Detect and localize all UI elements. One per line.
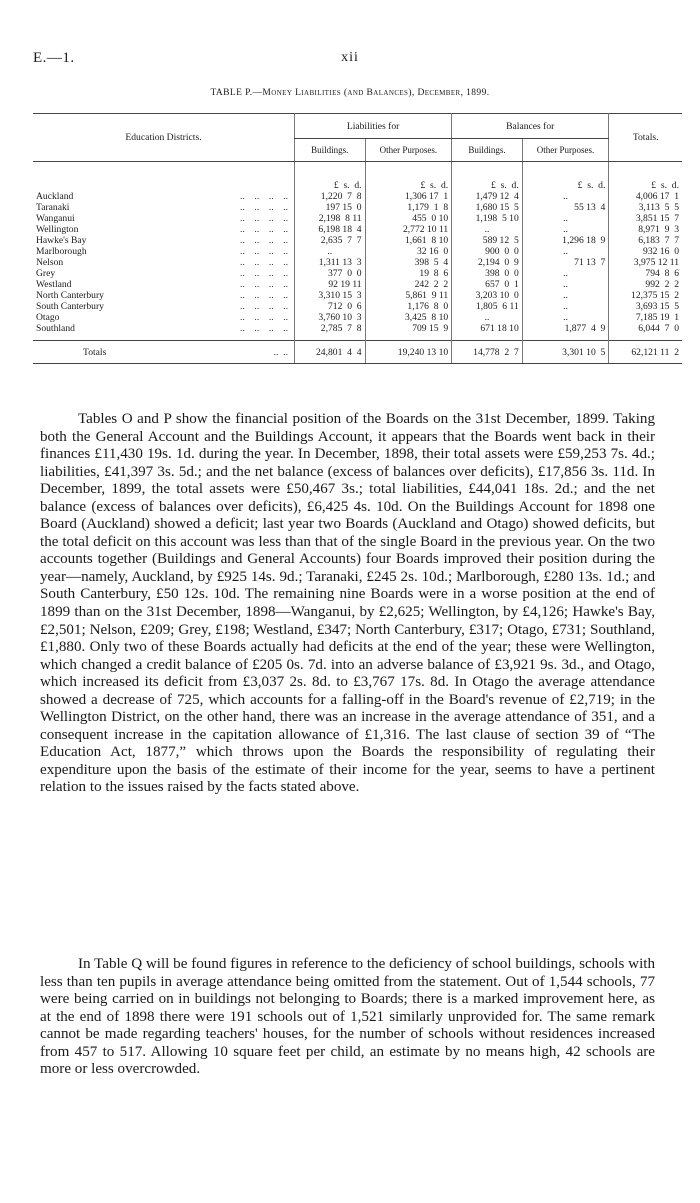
totals-liab-buildings: 24,801 4 4 [295,341,366,364]
cell-liab-buildings: 3,310 15 3 [295,290,366,301]
col-header-bal-buildings: Buildings. [452,139,523,162]
col-header-bal-other: Other Purposes. [522,139,609,162]
district-name: Westland [36,279,72,290]
cell-bal-other: .. [522,279,609,290]
district-name: Wanganui [36,213,75,224]
cell-bal-buildings: 1,680 15 5 [452,202,523,213]
leader-dots: .. .. .. .. [240,323,288,334]
table-row [33,323,682,341]
cell-bal-buildings: 657 0 1 [452,279,523,290]
district-name: Otago [36,312,60,323]
cell-total: 6,183 7 7 [609,235,682,246]
totals-bal-buildings: 14,778 2 7 [452,341,523,364]
leader-dots: .. .. .. .. [240,279,288,290]
totals-row [33,341,682,364]
units-label: £ s. d. [295,162,366,192]
cell-liab-buildings: 1,311 13 3 [295,257,366,268]
leader-dots: .. .. .. .. [240,246,288,257]
cell-bal-buildings: 1,805 6 11 [452,301,523,312]
leader-dots: .. .. .. .. [240,312,288,323]
cell-liab-buildings: 1,220 7 8 [295,191,366,202]
leader-dots: .. .. .. .. [240,235,288,246]
table-row [33,257,682,268]
cell-liab-other: 1,176 8 0 [365,301,452,312]
table-title [0,88,700,98]
col-header-liab-other: Other Purposes. [365,139,452,162]
cell-liab-buildings: 2,635 7 7 [295,235,366,246]
cell-total: 3,113 5 5 [609,202,682,213]
cell-total: 932 16 0 [609,246,682,257]
leader-dots: .. .. .. .. [240,268,288,279]
cell-liab-buildings: 712 0 6 [295,301,366,312]
cell-bal-other: 55 13 4 [522,202,609,213]
totals-grand: 62,121 11 2 [609,341,682,364]
table-row [33,213,682,224]
cell-total: 992 2 2 [609,279,682,290]
cell-bal-other: 71 13 7 [522,257,609,268]
report-reference: E.—1. [33,50,75,66]
district-name: Wellington [36,224,79,235]
cell-liab-buildings: .. [295,246,366,257]
cell-total: 3,851 15 7 [609,213,682,224]
paragraph-financial-position: Tables O and P show the financial position of the Boards on the 31st December, 1899. Taking both the General Account and the Buildings Account, it appears that the Boards went back in their finances £11,430 19s. 1d. during the year. In December, 1898, their total assets were £59,253 7s. 4d.; liabilities, £41,397 3s. 5d.; and the net balance (excess of balances over deficits), £17,856 3s. 11d. In December, 1899, the total assets were £50,467 3s.; total liabilities, £44,041 18s. 2d.; and the net balance (excess of balances over deficits), £6,425 4s. 10d. On the Buildings Account for 1898 one Board (Auckland) showed a deficit; last year two Boards (Auckland and Otago) showed deficits, but the total deficit on this account was less than that of the single Board in the previous year. On the two accounts together (Buildings and General Accounts) four Boards improved their position during the year—namely, Auckland, by £925 14s. 9d.; Taranaki, £245 2s. 10d.; Marlborough, £280 13s. 1d.; and South Canterbury, £50 12s. 10d. The remaining nine Boards were in a worse position at the end of 1899 than on the 31st December, 1898—Wanganui, by £2,625; Wellington, by £4,126; Hawke's Bay, £2,501; Nelson, £209; Grey, £198; Westland, £347; North Canterbury, £317; Otago, £731; Southland, £1,880. Only two of these Boards actually had deficits at the end of the year; these were Wellington, which changed a credit balance of £205 0s. 7d. into an adverse balance of £3,921 9s. 3d., and Otago, which increased its deficit from £3,037 2s. 8d. to £3,767 17s. 8d. In Otago the average attendance showed a decrease of 725, which accounts for a falling-off in the Board's revenue of £2,719; in the Wellington District, on the other hand, there was an increase in the average attendance of 351, and a consequent increase in the capitation allowance of £1,316. The last clause of section 39 of “The Education Act, 1877,” which throws upon the Boards the responsibility of regulating their expenditure upon the basis of the estimate of their income for the year, seems to have a pertinent relation to the issues raised by the facts stated above. [40,411,655,796]
cell-total: 7,185 19 1 [609,312,682,323]
totals-bal-other: 3,301 10 5 [522,341,609,364]
cell-liab-other: 242 2 2 [365,279,452,290]
cell-total: 3,693 15 5 [609,301,682,312]
col-header-totals: Totals. [609,114,682,162]
district-name: North Canterbury [36,290,104,301]
cell-liab-buildings: 6,198 18 4 [295,224,366,235]
col-group-liabilities: Liabilities for [295,114,452,139]
leader-dots: .. .. [273,346,288,358]
page-header [0,50,700,72]
district-name: Southland [36,323,75,334]
cell-total: 3,975 12 11 [609,257,682,268]
cell-liab-other: 5,861 9 11 [365,290,452,301]
cell-bal-other: 1,877 4 9 [522,323,609,341]
cell-liab-other: 32 16 0 [365,246,452,257]
cell-liab-other: 1,661 8 10 [365,235,452,246]
units-label: £ s. d. [365,162,452,192]
col-group-balances: Balances for [452,114,609,139]
col-header-districts: Education Districts. [33,114,295,162]
table-row [33,279,682,290]
cell-liab-buildings: 377 0 0 [295,268,366,279]
cell-liab-buildings: 2,785 7 8 [295,323,366,341]
leader-dots: .. .. .. .. [240,202,288,213]
cell-bal-other: .. [522,191,609,202]
cell-bal-other: .. [522,213,609,224]
cell-liab-buildings: 3,760 10 3 [295,312,366,323]
leader-dots: .. .. .. .. [240,290,288,301]
table-row [33,202,682,213]
cell-bal-buildings: 3,203 10 0 [452,290,523,301]
table-title-prefix: TABLE P.— [210,88,263,98]
cell-bal-buildings: 1,198 5 10 [452,213,523,224]
cell-liab-buildings: 2,198 8 11 [295,213,366,224]
leader-dots: .. .. .. .. [240,301,288,312]
district-name: Auckland [36,191,74,202]
paragraph-school-buildings: In Table Q will be found figures in reference to the deficiency of school buildings, schools with less than ten pupils in average attendance being omitted from the statement. Out of 1,544 schools, 77 were being carried on in buildings not belonging to Boards; there is a marked improvement here, as at the end of 1898 there were 191 schools out of 1,521 similarly unprovided for. The same remark cannot be made regarding teachers' houses, for the number of schools without residences increased from 457 to 517. Allowing 10 square feet per child, an estimate by no means high, 42 schools are more or less overcrowded. [40,956,655,1078]
cell-liab-other: 1,306 17 1 [365,191,452,202]
district-name: Taranaki [36,202,70,213]
cell-total: 6,044 7 0 [609,323,682,341]
leader-dots: .. .. .. .. [240,191,288,202]
units-label: £ s. d. [609,162,682,192]
cell-bal-other: 1,296 18 9 [522,235,609,246]
cell-total: 8,971 9 3 [609,224,682,235]
leader-dots: .. .. .. .. [240,213,288,224]
cell-total: 12,375 15 2 [609,290,682,301]
cell-bal-other: .. [522,268,609,279]
table-row [33,246,682,257]
district-name: Hawke's Bay [36,235,87,246]
table-row [33,301,682,312]
cell-total: 794 8 6 [609,268,682,279]
cell-liab-other: 3,425 8 10 [365,312,452,323]
table-title-text: Money Liabilities (and Balances), December, 1899. [262,88,490,98]
units-label: £ s. d. [522,162,609,192]
cell-bal-other: .. [522,290,609,301]
district-name: South Canterbury [36,301,104,312]
cell-liab-other: 1,179 1 8 [365,202,452,213]
table-body [33,162,682,341]
cell-liab-other: 2,772 10 11 [365,224,452,235]
cell-bal-buildings: .. [452,224,523,235]
table-row [33,312,682,323]
cell-liab-buildings: 197 15 0 [295,202,366,213]
district-name: Grey [36,268,56,279]
cell-bal-other: .. [522,312,609,323]
cell-liab-other: 455 0 10 [365,213,452,224]
totals-liab-other: 19,240 13 10 [365,341,452,364]
table-row [33,268,682,279]
cell-bal-buildings: 1,479 12 4 [452,191,523,202]
page-number: xii [341,50,359,65]
table-row [33,235,682,246]
totals-label: Totals [83,346,107,358]
cell-bal-other: .. [522,224,609,235]
table-row [33,290,682,301]
cell-bal-buildings: .. [452,312,523,323]
cell-liab-other: 19 8 6 [365,268,452,279]
leader-dots: .. .. .. .. [240,257,288,268]
cell-liab-other: 709 15 9 [365,323,452,341]
cell-liab-buildings: 92 19 11 [295,279,366,290]
leader-dots: .. .. .. .. [240,224,288,235]
cell-bal-buildings: 398 0 0 [452,268,523,279]
cell-bal-other: .. [522,246,609,257]
district-name: Marlborough [36,246,87,257]
cell-liab-other: 398 5 4 [365,257,452,268]
units-label: £ s. d. [452,162,523,192]
cell-bal-buildings: 671 18 10 [452,323,523,341]
cell-bal-buildings: 2,194 0 9 [452,257,523,268]
col-header-liab-buildings: Buildings. [295,139,366,162]
cell-bal-buildings: 589 12 5 [452,235,523,246]
money-liabilities-table [33,113,682,364]
district-name: Nelson [36,257,64,268]
cell-total: 4,006 17 1 [609,191,682,202]
cell-bal-buildings: 900 0 0 [452,246,523,257]
table-row [33,224,682,235]
cell-bal-other: .. [522,301,609,312]
table-row [33,191,682,202]
